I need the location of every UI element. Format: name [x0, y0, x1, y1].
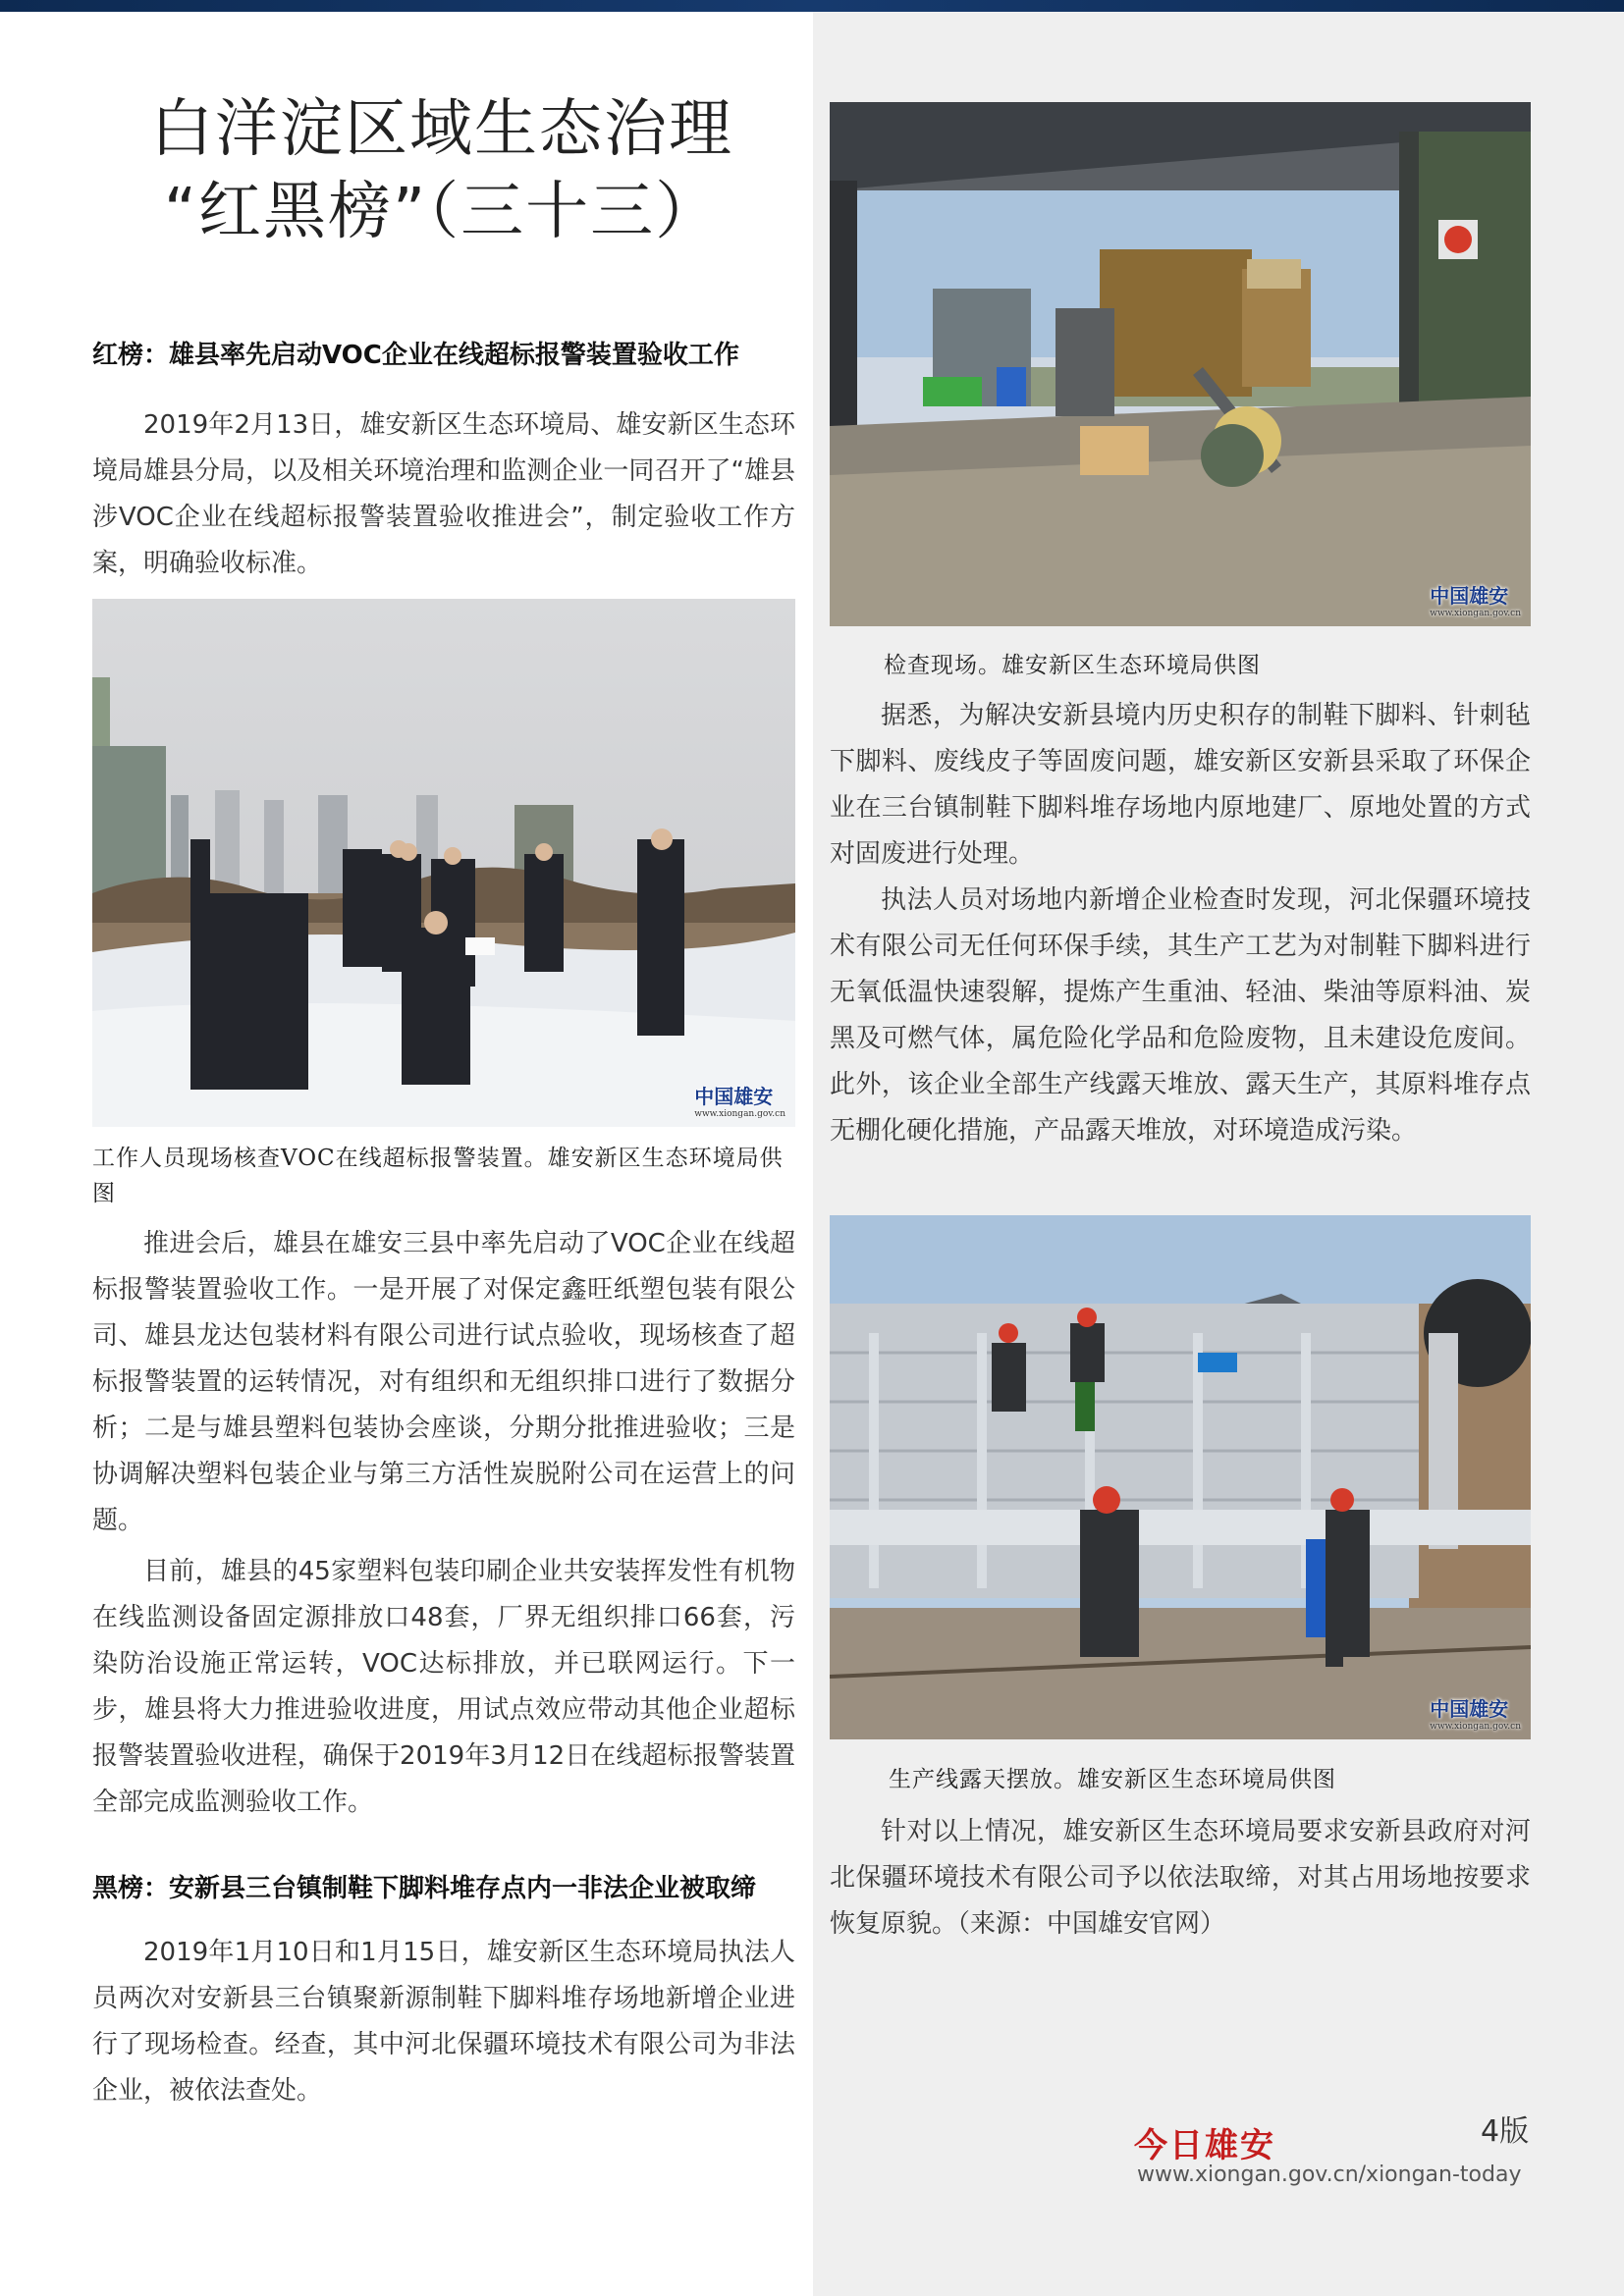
watermark: 中国雄安 www.xiongan.gov.cn [1430, 1697, 1521, 1732]
black-paragraph-3: 执法人员对场地内新增企业检查时发现，河北保疆环境技术有限公司无任何环保手续，其生产工艺为对制鞋下脚料进行无氧低温快速裂解，提炼产生重油、轻油、柴油等原料油、炭黑及可燃气体，属危险化学品和危险废物，且未建设危废间。此外，该企业全部生产线露天堆放、露天生产，其原料堆存点无棚化硬化措施，产品露天堆放，对环境造成污染。 [830, 885, 1531, 1146]
title-line-1: 白洋淀区域生态治理 [150, 93, 733, 166]
caption-inspection-scene: 检查现场。雄安新区生态环境局供图 [884, 653, 1261, 678]
photo-inspection-scene [830, 102, 1531, 626]
red-paragraph-3: 目前，雄县的45家塑料包装印刷企业共安装挥发性有机物在线监测设备固定源排放口48套，厂界无组织排口66套，污染防治设施正常运转，VOC达标排放，并已联网运行。下一步，雄县将大力推进验收进度，用试点效应带动其他企业超标报警装置验收进程，确保于2019年3月12日在线超标报警装置全部完成监测验收工作。 [92, 1557, 795, 1817]
watermark: 中国雄安 www.xiongan.gov.cn [694, 1085, 785, 1119]
photo-staff-inspection [92, 599, 795, 1127]
photo-production-line-image [830, 1215, 1531, 1739]
title-line-2: “红黑榜”（三十三） [163, 176, 721, 248]
top-bar [0, 0, 1624, 12]
photo-inspection-scene-image [830, 102, 1531, 626]
caption-production-line: 生产线露天摆放。雄安新区生态环境局供图 [889, 1767, 1336, 1792]
footer-brand-logo: 今日雄安 [1134, 2126, 1275, 2165]
black-paragraph-4: 针对以上情况，雄安新区生态环境局要求安新县政府对河北保疆环境技术有限公司予以依法取缔，对其占用场地按要求恢复原貌。（来源：中国雄安官网） [830, 1817, 1531, 1939]
red-list-heading: 红榜：雄县率先启动VOC企业在线超标报警装置验收工作 [92, 341, 739, 370]
red-paragraph-2: 推进会后，雄县在雄安三县中率先启动了VOC企业在线超标报警装置验收工作。一是开展了对保定鑫旺纸塑包装有限公司、雄县龙达包装材料有限公司进行试点验收，现场核查了超标报警装置的运转情况，对有组织和无组织排口进行了数据分析；二是与雄县塑料包装协会座谈，分期分批推进验收；三是协调解决塑料包装企业与第三方活性炭脱附公司在运营上的问题。 [92, 1229, 795, 1535]
red-paragraph-1: 2019年2月13日，雄安新区生态环境局、雄安新区生态环境局雄县分局，以及相关环境治理和监测企业一同召开了“雄县涉VOC企业在线超标报警装置验收推进会”，制定验收工作方案，明确验收标准。 [92, 410, 795, 578]
watermark: 中国雄安 www.xiongan.gov.cn [1430, 584, 1521, 618]
page-number: 4版 [1481, 2114, 1530, 2149]
photo-staff-inspection-image [92, 599, 795, 1127]
photo-production-line [830, 1215, 1531, 1739]
footer-url[interactable]: www.xiongan.gov.cn/xiongan-today [1137, 2163, 1522, 2187]
page-title [118, 88, 766, 253]
caption-staff-inspection: 工作人员现场核查VOC在线超标报警装置。雄安新区生态环境局供图 [92, 1146, 784, 1206]
black-paragraph-2: 据悉，为解决安新县境内历史积存的制鞋下脚料、针刺毡下脚料、废线皮子等固废问题，雄安新区安新县采取了环保企业在三台镇制鞋下脚料堆存场地内原地建厂、原地处置的方式对固废进行处理。 [830, 701, 1531, 869]
black-paragraph-1: 2019年1月10日和1月15日，雄安新区生态环境局执法人员两次对安新县三台镇聚新源制鞋下脚料堆存场地新增企业进行了现场检查。经查，其中河北保疆环境技术有限公司为非法企业，被依法查处。 [92, 1938, 795, 2106]
black-list-heading: 黑榜：安新县三台镇制鞋下脚料堆存点内一非法企业被取缔 [92, 1874, 757, 1903]
